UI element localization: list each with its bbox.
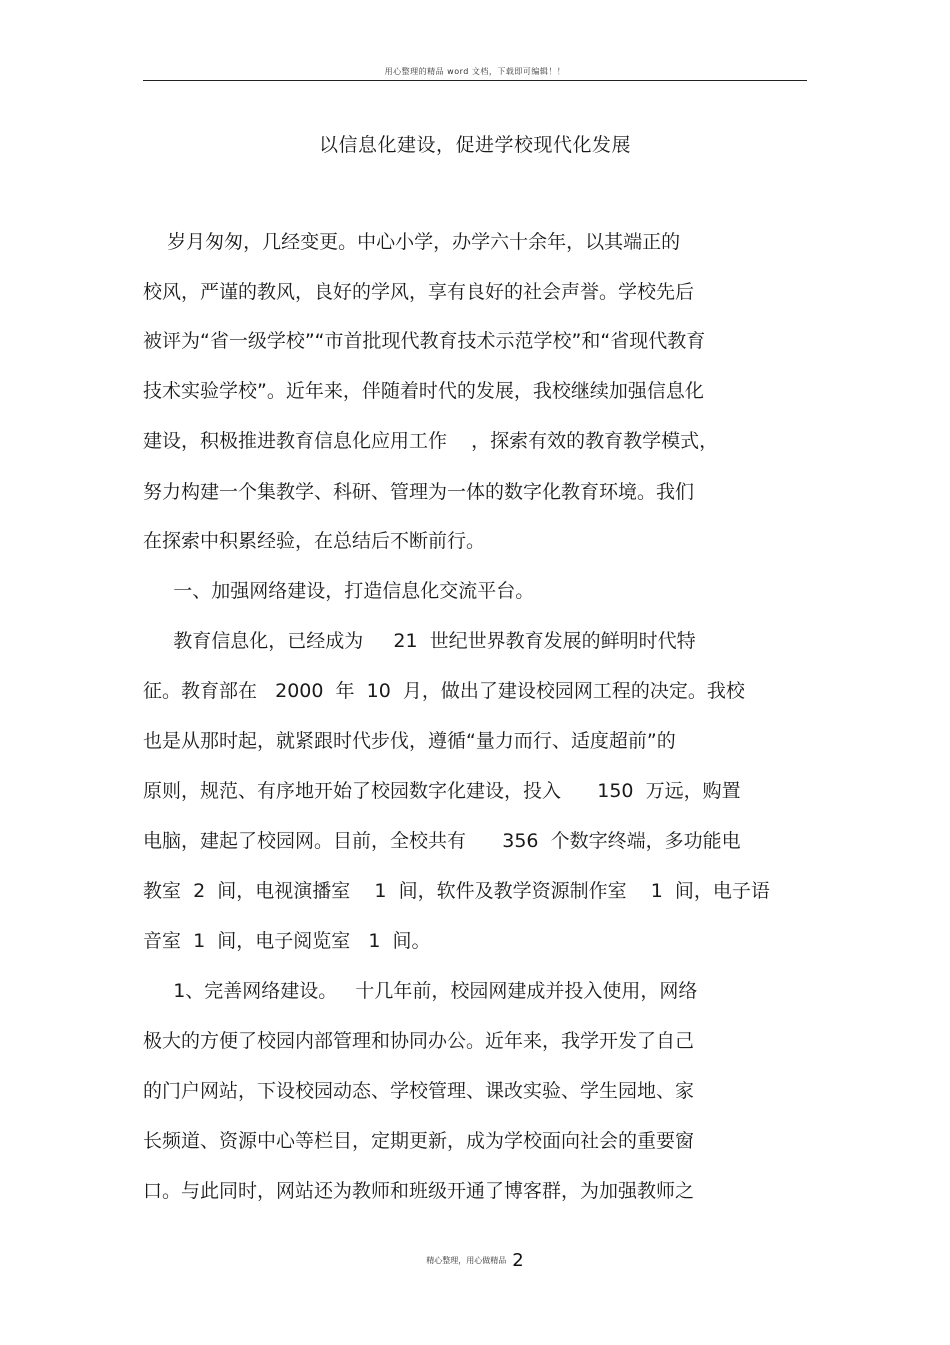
footer-text: 精心整理，用心做精品 — [426, 1256, 507, 1265]
subsection-heading: 1、完善网络建设。 十几年前，校园网建成并投入使用，网络 — [143, 980, 698, 1002]
body-line: 在探索中积累经验，在总结后不断前行。 — [143, 530, 486, 552]
body-line: 教室 2 间，电视演播室 1 间，软件及教学资源制作室 1 间，电子语 — [143, 880, 770, 902]
body-line: 极大的方便了校园内部管理和协同办公。近年来，我学开发了自己 — [143, 1030, 695, 1052]
page-number: 2 — [512, 1250, 524, 1271]
body-line: 长频道、资源中心等栏目，定期更新，成为学校面向社会的重要窗 — [143, 1130, 695, 1152]
section-heading: 一、加强网络建设，打造信息化交流平台。 — [143, 580, 535, 602]
header-text: 用心整理的精品 word 文档，下载即可编辑！！ — [384, 67, 566, 76]
body-line: 技术实验学校”。近年来，伴随着时代的发展，我校继续加强信息化 — [143, 380, 704, 402]
page-footer — [0, 1250, 950, 1271]
body-line: 的门户网站，下设校园动态、学校管理、课改实验、学生园地、家 — [143, 1080, 695, 1102]
body-line: 也是从那时起，就紧跟时代步伐，遵循“量力而行、适度超前”的 — [143, 730, 676, 752]
body-line: 电脑，建起了校园网。目前，全校共有 356 个数字终端，多功能电 — [143, 830, 741, 852]
body-line: 教育信息化，已经成为 21 世纪世界教育发展的鲜明时代特 — [143, 630, 696, 652]
body-line: 努力构建一个集教学、科研、管理为一体的数字化教育环境。我们 — [143, 481, 695, 503]
body-line: 校风，严谨的教风，良好的学风，享有良好的社会声誉。学校先后 — [143, 281, 695, 303]
body-line: 原则，规范、有序地开始了校园数字化建设，投入 150 万远，购置 — [143, 780, 741, 802]
body-line: 岁月匆匆，几经变更。中心小学，办学六十余年，以其端正的 — [143, 231, 681, 253]
document-title: 以信息化建设，促进学校现代化发展 — [318, 134, 631, 156]
body-line: 征。教育部在 2000 年 10 月，做出了建设校园网工程的决定。我校 — [143, 680, 745, 702]
body-line: 口。与此同时，网站还为教师和班级开通了博客群，为加强教师之 — [143, 1180, 695, 1202]
body-line: 被评为“省一级学校”“市首批现代教育技术示范学校”和“省现代教育 — [143, 330, 706, 352]
body-line: 建设，积极推进教育信息化应用工作 ，探索有效的教育教学模式， — [143, 430, 719, 452]
body-line: 音室 1 间，电子阅览室 1 间。 — [143, 930, 431, 952]
